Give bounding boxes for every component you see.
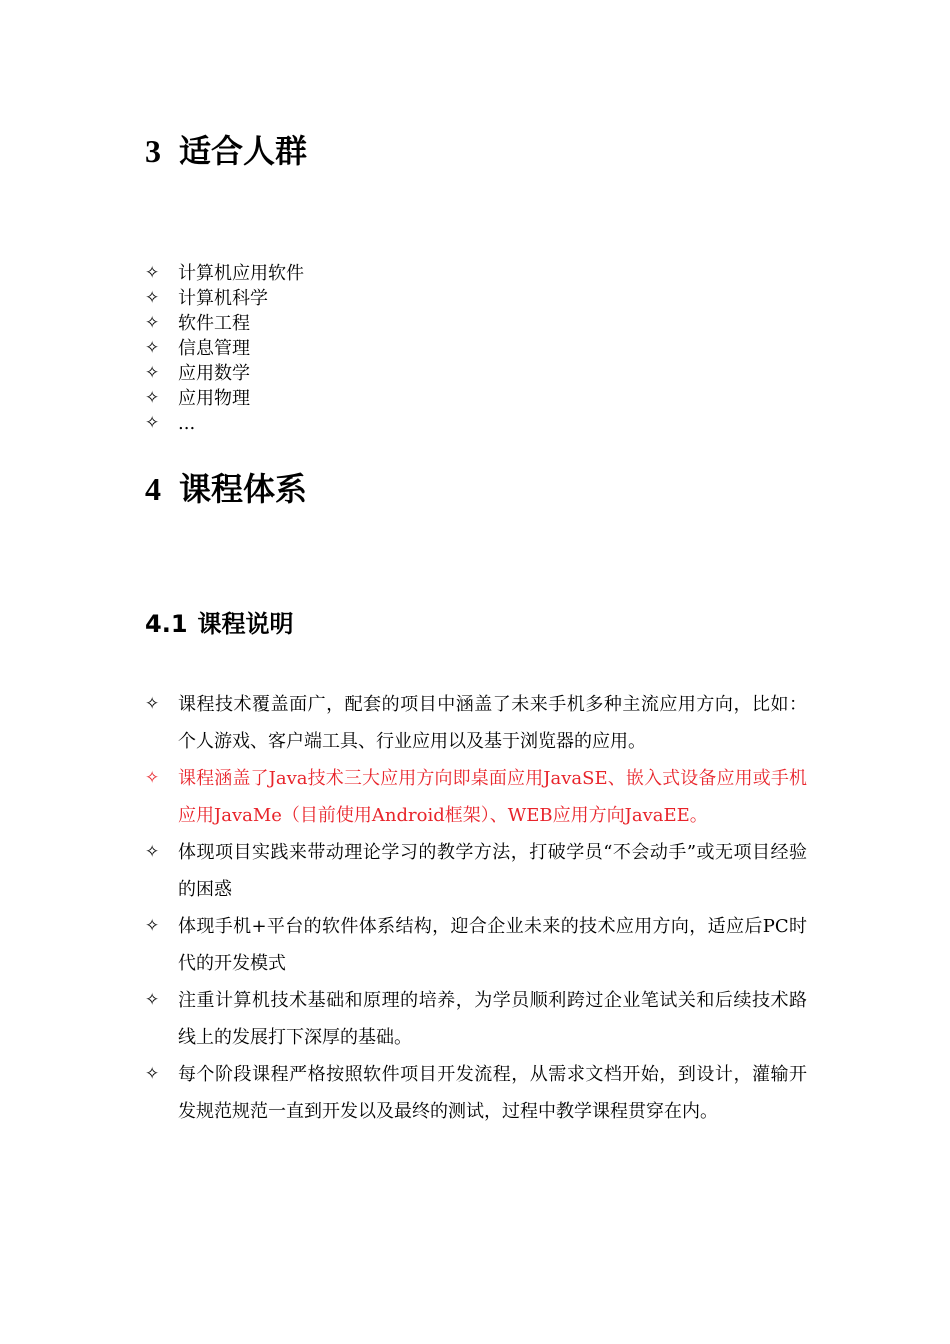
list-item xyxy=(145,386,304,411)
list-item-highlighted xyxy=(145,760,807,834)
list-item-text: 体现项目实践来带动理论学习的教学方法，打破学员“不会动手”或无项目经验的困惑 xyxy=(178,842,807,900)
list-item xyxy=(145,311,304,336)
list-item xyxy=(145,834,807,908)
list-item-text: 软件工程 xyxy=(178,313,250,334)
list-item-text: 课程技术覆盖面广，配套的项目中涵盖了未来手机多种主流应用方向，比如：个人游戏、客户端工具、行业应用以及基于浏览器的应用。 xyxy=(178,694,807,752)
diamond-star-icon: ✧ xyxy=(145,263,160,283)
diamond-star-icon: ✧ xyxy=(145,313,160,333)
list-item-text: 应用数学 xyxy=(178,363,250,384)
heading-title: 课程体系 xyxy=(179,470,308,508)
list-item-text: 注重计算机技术基础和原理的培养，为学员顺利跨过企业笔试关和后续技术路线上的发展打下深厚的基础。 xyxy=(178,990,807,1048)
diamond-star-icon: ✧ xyxy=(145,990,160,1010)
diamond-star-icon: ✧ xyxy=(145,338,160,358)
diamond-star-icon: ✧ xyxy=(145,916,160,936)
list-item xyxy=(145,361,304,386)
diamond-star-icon: ✧ xyxy=(145,388,160,408)
list-item xyxy=(145,411,304,436)
diamond-star-icon: ✧ xyxy=(145,363,160,383)
list-item-text: 计算机应用软件 xyxy=(178,263,304,284)
diamond-star-icon: ✧ xyxy=(145,842,160,862)
diamond-star-icon: ✧ xyxy=(145,413,160,433)
list-item xyxy=(145,336,304,361)
list-item-text: 课程涵盖了Java技术三大应用方向即桌面应用JavaSE、嵌入式设备应用或手机应用JavaMe（目前使用Android框架）、WEB应用方向JavaEE。 xyxy=(178,768,807,826)
list-item xyxy=(145,686,807,760)
diamond-star-icon: ✧ xyxy=(145,694,160,714)
list-item-text: 应用物理 xyxy=(178,388,250,409)
list-item xyxy=(145,982,807,1056)
list-item-text: 每个阶段课程严格按照软件项目开发流程，从需求文档开始，到设计，灌输开发规范规范一直到开发以及最终的测试，过程中教学课程贯穿在内。 xyxy=(178,1064,807,1122)
heading-number: 4 xyxy=(145,471,161,507)
heading-section-4 xyxy=(145,469,307,509)
list-item-text: ... xyxy=(178,413,196,434)
list-item xyxy=(145,1056,807,1130)
heading-title: 适合人群 xyxy=(179,132,308,170)
heading-title: 课程说明 xyxy=(197,610,294,638)
heading-number: 3 xyxy=(145,133,161,169)
heading-number: 4.1 xyxy=(145,610,188,638)
list-item-text: 信息管理 xyxy=(178,338,250,359)
list-item xyxy=(145,286,304,311)
list-item xyxy=(145,908,807,982)
audience-list xyxy=(145,261,304,436)
list-item-text: 体现手机+平台的软件体系结构，迎合企业未来的技术应用方向，适应后PC时代的开发模式 xyxy=(178,916,807,974)
list-item-text: 计算机科学 xyxy=(178,288,268,309)
list-item xyxy=(145,261,304,286)
diamond-star-icon: ✧ xyxy=(145,768,160,788)
course-description-list xyxy=(145,686,807,1130)
diamond-star-icon: ✧ xyxy=(145,1064,160,1084)
diamond-star-icon: ✧ xyxy=(145,288,160,308)
heading-section-3 xyxy=(145,131,307,171)
heading-section-4-1 xyxy=(145,607,294,641)
